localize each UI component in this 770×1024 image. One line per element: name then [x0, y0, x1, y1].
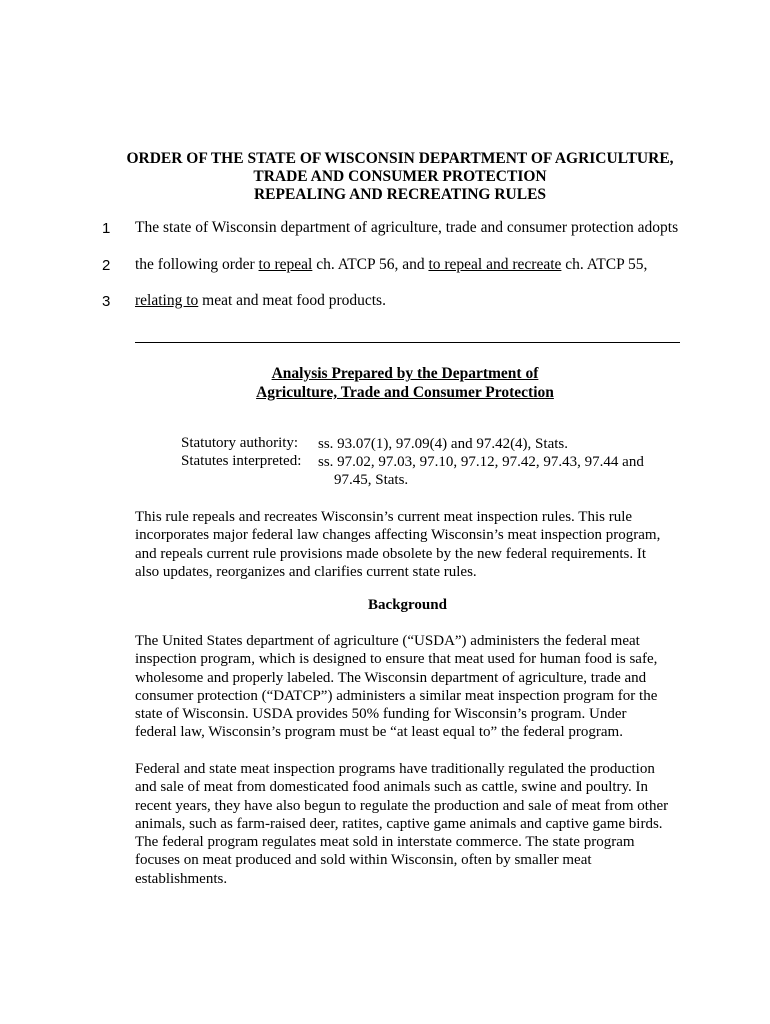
paragraph-line: incorporates major federal law changes affecting Wisconsin’s meat inspection program, [135, 527, 661, 544]
line-number-1: 1 [102, 220, 111, 237]
paragraph-line: The federal program regulates meat sold in interstate commerce. The state program [135, 834, 635, 851]
paragraph-line: focuses on meat produced and sold within Wisconsin, often by smaller meat [135, 852, 592, 869]
underlined-relating-to: relating to [135, 292, 199, 309]
intro-paragraph [135, 508, 680, 581]
paragraph-line: and repeals current rule provisions made obsolete by the new federal requirements. It [135, 545, 647, 562]
statutes-interpreted-value [318, 453, 644, 489]
line-number-2: 2 [102, 257, 111, 274]
paragraph-line: establishments. [135, 870, 228, 887]
underlined-to-repeal-and-recreate: to repeal and recreate [428, 256, 562, 273]
background-heading: Background [368, 597, 447, 613]
paragraph-line: and sale of meat from domesticated food animals such as cattle, swine and poultry. In [135, 779, 649, 796]
paragraph-line: federal law, Wisconsin’s program must be “at least equal to” the federal program. [135, 724, 623, 741]
paragraph-line: state of Wisconsin. USDA provides 50% funding for Wisconsin’s program. Under [135, 706, 627, 723]
paragraph-line: inspection program, which is designed to ensure that meat used for human food is safe, [135, 651, 658, 668]
order-line-2-pre: the following order [135, 256, 259, 273]
order-line-2-post: ch. ATCP 55, [561, 256, 648, 273]
paragraph-line: wholesome and properly labeled. The Wisconsin department of agriculture, trade and [135, 669, 647, 686]
order-line-1: The state of Wisconsin department of agriculture, trade and consumer protection adopts [135, 219, 679, 236]
order-line-3-post: meat and meat food products. [198, 292, 386, 309]
order-line-2 [135, 256, 647, 274]
underlined-to-repeal: to repeal [258, 256, 313, 273]
paragraph-line: The United States department of agriculture (“USDA”) administers the federal meat [135, 633, 640, 649]
order-line-3 [135, 292, 386, 310]
statutes-interpreted-label: Statutes interpreted: [181, 453, 302, 469]
document-title [100, 150, 700, 204]
paragraph-line: Federal and state meat inspection programs have traditionally regulated the production [135, 761, 655, 777]
statutes-interpreted-value-line-2: 97.45, Stats. [334, 472, 409, 488]
analysis-heading-line-1: Analysis Prepared by the Department of [271, 365, 539, 382]
title-line-2: TRADE AND CONSUMER PROTECTION [253, 168, 547, 185]
statutes-interpreted-value-line-1: ss. 97.02, 97.03, 97.10, 97.12, 97.42, 97.43, 97.44 and [318, 454, 644, 470]
order-line-2-mid: ch. ATCP 56, and [312, 256, 429, 273]
statutory-authority-value: ss. 93.07(1), 97.09(4) and 97.42(4), Stats. [318, 436, 568, 452]
paragraph-line: animals, such as farm-raised deer, ratites, captive game animals and captive game birds. [135, 815, 663, 832]
paragraph-line: This rule repeals and recreates Wisconsin’s current meat inspection rules. This rule [135, 509, 633, 525]
paragraph-line: recent years, they have also begun to regulate the production and sale of meat from other [135, 797, 669, 814]
analysis-heading-line-2: Agriculture, Trade and Consumer Protection [256, 384, 554, 401]
paragraph-line: also updates, reorganizes and clarifies current state rules. [135, 563, 477, 580]
line-number-3: 3 [102, 293, 111, 310]
paragraph-line: consumer protection (“DATCP”) administers a similar meat inspection program for the [135, 687, 658, 704]
background-paragraph-1 [135, 632, 680, 742]
background-paragraph-2 [135, 760, 680, 888]
title-line-3: REPEALING AND RECREATING RULES [253, 186, 547, 203]
statutory-authority-label: Statutory authority: [181, 435, 299, 451]
horizontal-divider [135, 342, 680, 343]
analysis-heading [200, 364, 610, 402]
title-line-1: ORDER OF THE STATE OF WISCONSIN DEPARTMENT OF AGRICULTURE, [126, 150, 674, 167]
